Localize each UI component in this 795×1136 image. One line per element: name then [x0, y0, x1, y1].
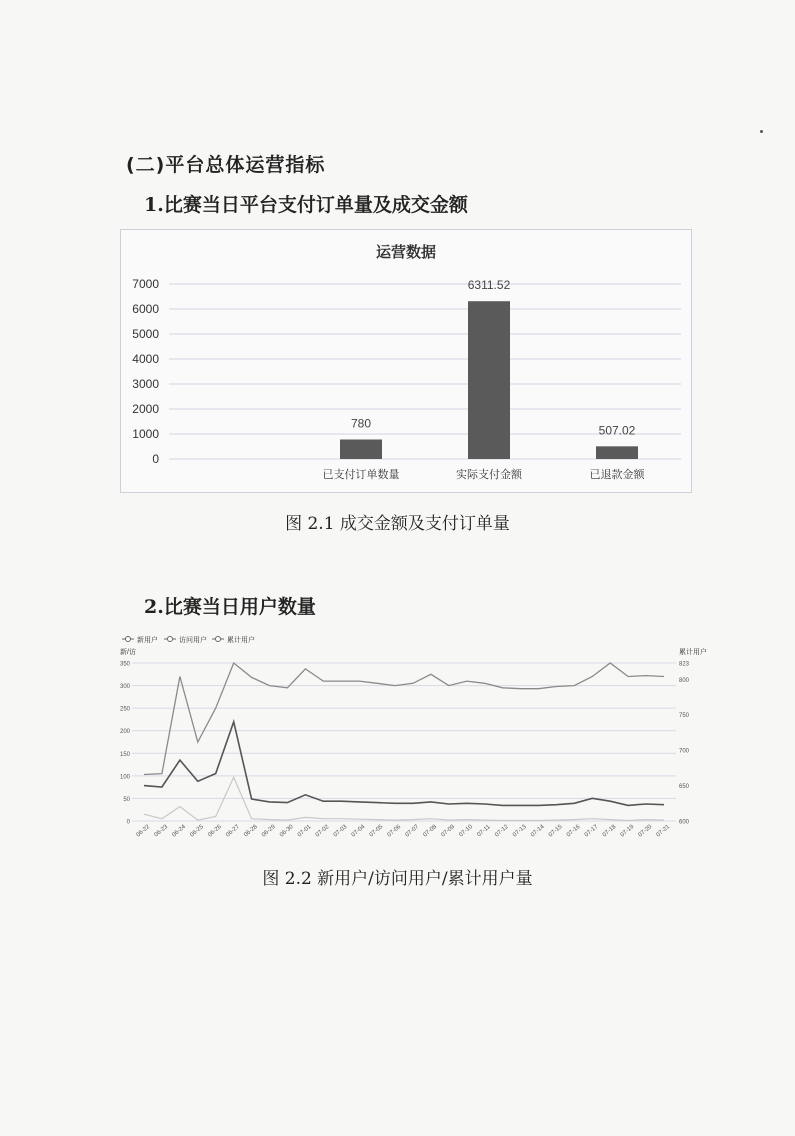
left-axis-label: 新/访: [120, 649, 136, 656]
x-tick-label: 07-08: [422, 823, 439, 839]
y-tick-label: 5000: [132, 327, 159, 341]
series-line: [144, 722, 664, 806]
x-tick-label: 已支付订单数量: [322, 469, 400, 481]
y-tick-label-left: 0: [126, 819, 130, 826]
y-tick-label-left: 150: [119, 751, 130, 758]
x-tick-label: 07-13: [512, 823, 528, 839]
x-tick-label: 07-07: [404, 823, 421, 839]
y-tick-label-right: 600: [679, 819, 690, 826]
y-tick-label: 7000: [132, 277, 159, 291]
y-tick-label-left: 350: [119, 661, 130, 668]
y-tick-label-left: 250: [119, 706, 130, 713]
x-tick-label: 07-12: [494, 823, 510, 839]
y-tick-label-right: 750: [679, 713, 690, 720]
x-tick-label: 06-24: [171, 823, 188, 839]
x-tick-label: 07-16: [565, 823, 582, 839]
y-tick-label: 0: [152, 452, 159, 466]
x-tick-label: 07-21: [655, 823, 672, 839]
y-tick-label-left: 50: [123, 796, 130, 803]
y-tick-label: 1000: [132, 427, 159, 441]
y-tick-label-right: 650: [679, 784, 690, 791]
x-tick-label: 07-20: [637, 823, 654, 839]
y-tick-label-left: 300: [119, 684, 130, 691]
x-tick-label: 07-09: [440, 823, 456, 839]
bar-chart: [121, 230, 691, 492]
line-chart: [119, 632, 707, 839]
chart-title: 运营数据: [375, 244, 437, 261]
x-tick-label: 07-17: [583, 823, 600, 839]
x-tick-label: 实际支付金额: [456, 469, 522, 481]
x-tick-label: 06-28: [243, 823, 259, 839]
y-tick-label: 4000: [132, 352, 159, 366]
y-tick-label: 2000: [132, 402, 159, 416]
x-tick-label: 07-01: [296, 823, 313, 839]
x-tick-label: 06-29: [261, 823, 277, 839]
legend-marker: [126, 637, 131, 642]
x-tick-label: 07-04: [350, 823, 367, 839]
scan-speck: [760, 130, 763, 133]
y-tick-label-right: 823: [679, 661, 690, 668]
x-tick-label: 06-30: [278, 823, 295, 839]
subheading-users: 2.比赛当日用户数量: [144, 596, 316, 618]
bar: [468, 301, 510, 459]
bar: [596, 446, 638, 459]
y-tick-label-left: 200: [119, 729, 130, 736]
legend-label: 新用户: [137, 637, 158, 644]
x-tick-label: 07-05: [368, 823, 385, 839]
x-tick-label: 07-18: [601, 823, 618, 839]
legend-marker: [168, 637, 173, 642]
x-tick-label: 07-14: [530, 823, 546, 839]
right-axis-label: 累计用户: [679, 649, 707, 656]
x-tick-label: 06-25: [189, 823, 205, 839]
section-heading: (二)平台总体运营指标: [126, 154, 326, 176]
y-tick-label-right: 800: [679, 677, 690, 684]
x-tick-label: 07-11: [476, 824, 492, 839]
x-tick-label: 06-23: [153, 823, 170, 839]
bar: [340, 440, 382, 460]
x-tick-label: 07-02: [314, 823, 331, 839]
figure-caption-2: 图 2.2 新用户/访问用户/累计用户量: [262, 869, 533, 889]
data-label: 780: [350, 416, 372, 431]
line-chart-panel: [119, 632, 707, 839]
figure-caption-1: 图 2.1 成交金额及支付订单量: [285, 514, 510, 534]
y-tick-label-left: 100: [119, 774, 130, 781]
data-label: 507.02: [598, 423, 636, 438]
x-tick-label: 06-27: [225, 823, 241, 839]
y-tick-label-right: 700: [679, 748, 690, 755]
legend-label: 累计用户: [227, 637, 255, 644]
x-tick-label: 07-03: [332, 823, 349, 839]
x-tick-label: 07-06: [386, 823, 403, 839]
subheading-orders: 1.比赛当日平台支付订单量及成交金额: [144, 194, 468, 216]
x-tick-label: 已退款金额: [589, 469, 645, 481]
y-tick-label: 3000: [132, 377, 159, 391]
legend-marker: [216, 637, 221, 642]
x-tick-label: 07-15: [547, 823, 564, 839]
legend-label: 访问用户: [179, 637, 207, 644]
x-tick-label: 06-26: [207, 823, 223, 839]
x-tick-label: 07-10: [458, 823, 474, 839]
x-tick-label: 06-22: [135, 823, 152, 839]
y-tick-label: 6000: [132, 302, 159, 316]
data-label: 6311.52: [467, 278, 511, 293]
bar-chart-panel: [120, 229, 692, 493]
x-tick-label: 07-19: [619, 823, 636, 839]
